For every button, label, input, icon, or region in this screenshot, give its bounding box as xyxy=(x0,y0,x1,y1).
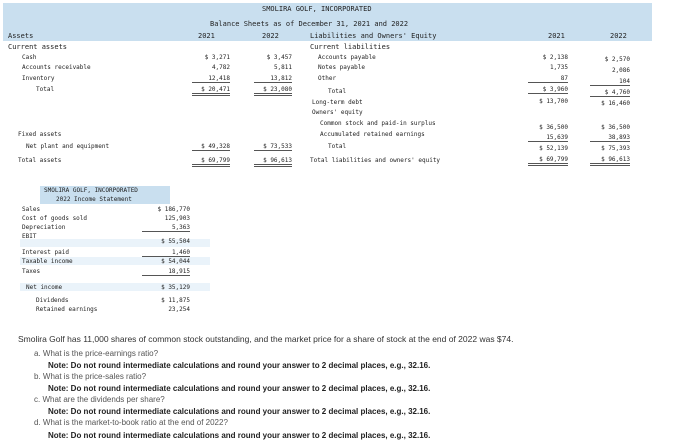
equity-total-2021: $ 52,139 xyxy=(539,145,568,152)
ar-2022: 5,811 xyxy=(273,64,292,71)
ap-2022: $ 2,570 xyxy=(604,56,630,63)
total-assets-2022: $ 96,613 xyxy=(254,157,292,167)
other-label: Other xyxy=(318,75,337,82)
year-2021-liab: 2021 xyxy=(548,32,565,40)
taxable-income-value: $ 54,044 xyxy=(161,258,190,265)
retained-2022: 38,893 xyxy=(590,134,630,142)
owners-equity-label: Owners' equity xyxy=(312,109,363,116)
ar-2021: 4,782 xyxy=(211,64,230,71)
taxable-income-label: Taxable income xyxy=(22,258,73,265)
inventory-label: Inventory xyxy=(22,75,55,82)
current-liab-total-label: Total xyxy=(328,88,347,95)
year-2022-assets: 2022 xyxy=(262,32,279,40)
ap-label: Accounts payable xyxy=(318,54,376,61)
liabilities-header: Liabilities and Owners' Equity xyxy=(310,32,437,40)
np-label: Notes payable xyxy=(318,64,365,71)
net-income-label: Net income xyxy=(26,284,63,291)
other-2022: 104 xyxy=(590,78,630,86)
ltd-2021: $ 13,700 xyxy=(539,98,568,105)
interest-label: Interest paid xyxy=(22,249,69,256)
ltd-2022: $ 16,460 xyxy=(601,100,630,107)
ltd-label: Long-term debt xyxy=(312,99,363,106)
question-d: d. What is the market-to-book ratio at the end of 2022? xyxy=(34,418,228,427)
note-b: Note: Do not round intermediate calculations and round your answer to 2 decimal places, e.g., 32.16. xyxy=(48,384,431,393)
year-2021-assets: 2021 xyxy=(198,32,215,40)
common-stock-label: Common stock and paid-in surplus xyxy=(320,120,436,127)
equity-total-label: Total xyxy=(328,143,347,150)
cash-label: Cash xyxy=(22,54,37,61)
other-2021: 87 xyxy=(528,75,568,83)
income-statement-subtitle: 2022 Income Statement xyxy=(56,196,132,203)
balance-sheet-title: SMOLIRA GOLF, INCORPORATED xyxy=(262,5,372,13)
note-d: Note: Do not round intermediate calculations and round your answer to 2 decimal places, e.g., 32.16. xyxy=(48,431,431,440)
current-liab-total-2022: $ 4,760 xyxy=(590,89,630,97)
common-2021: $ 36,500 xyxy=(539,124,568,131)
interest-value: 1,460 xyxy=(142,249,190,257)
sales-value: $ 186,770 xyxy=(157,206,190,213)
retained-earnings-label: Retained earnings xyxy=(36,306,98,313)
current-total-2022: $ 23,080 xyxy=(254,86,292,96)
question-a: a. What is the price-earnings ratio? xyxy=(34,349,159,358)
dividends-label: Dividends xyxy=(36,297,69,304)
current-liab-total-2021: $ 3,960 xyxy=(528,86,568,94)
total-le-2022: $ 96,613 xyxy=(590,156,630,166)
common-2022: $ 36,500 xyxy=(601,124,630,131)
retained-earnings-value: 23,254 xyxy=(168,306,190,313)
retained-2021: 15,639 xyxy=(528,134,568,142)
np-2021: 1,735 xyxy=(549,64,568,71)
ebit-label: EBIT xyxy=(22,233,37,240)
current-total-2021: $ 20,471 xyxy=(192,86,230,96)
ap-2021: $ 2,138 xyxy=(542,54,568,61)
sales-label: Sales xyxy=(22,206,41,213)
ebit-value: $ 55,504 xyxy=(161,238,190,245)
assets-header: Assets xyxy=(8,32,34,40)
total-assets-2021: $ 69,799 xyxy=(192,157,230,167)
equity-total-2022: $ 75,393 xyxy=(601,145,630,152)
total-assets-label: Total assets xyxy=(18,157,62,164)
current-liabilities-label: Current liabilities xyxy=(310,43,391,51)
current-total-label: Total xyxy=(36,86,55,93)
note-c: Note: Do not round intermediate calculations and round your answer to 2 decimal places, e.g., 32.16. xyxy=(48,407,431,416)
net-plant-2021: $ 49,328 xyxy=(192,143,230,151)
ar-label: Accounts receivable xyxy=(22,64,91,71)
inventory-2022: 13,812 xyxy=(254,75,292,83)
cogs-value: 125,903 xyxy=(164,215,190,222)
inventory-2021: 12,418 xyxy=(192,75,230,83)
net-plant-2022: $ 73,533 xyxy=(254,143,292,151)
year-2022-liab: 2022 xyxy=(610,32,627,40)
depreciation-label: Depreciation xyxy=(22,224,66,231)
fixed-assets-label: Fixed assets xyxy=(18,131,62,138)
income-statement-title: SMOLIRA GOLF, INCORPORATED xyxy=(44,187,138,194)
total-le-2021: $ 69,799 xyxy=(528,156,568,166)
taxes-label: Taxes xyxy=(22,268,41,275)
net-income-value: $ 35,129 xyxy=(161,284,190,291)
balance-sheet-subtitle: Balance Sheets as of December 31, 2021 and 2022 xyxy=(210,20,409,28)
taxes-value: 18,915 xyxy=(142,268,190,276)
depreciation-value: 5,363 xyxy=(142,224,190,232)
problem-intro: Smolira Golf has 11,000 shares of common stock outstanding, and the market price for a share of stock at the end of 2022 was $74. xyxy=(18,334,514,344)
total-le-label: Total liabilities and owners' equity xyxy=(310,157,441,164)
cash-2021: $ 3,271 xyxy=(204,54,230,61)
retained-label: Accumulated retained earnings xyxy=(320,131,425,138)
np-2022: 2,086 xyxy=(611,67,630,74)
current-assets-label: Current assets xyxy=(8,43,68,51)
dividends-value: $ 11,875 xyxy=(161,297,190,304)
note-a: Note: Do not round intermediate calculations and round your answer to 2 decimal places, e.g., 32.16. xyxy=(48,361,431,370)
cogs-label: Cost of goods sold xyxy=(22,215,88,222)
net-plant-label: Net plant and equipment xyxy=(26,143,110,150)
question-b: b. What is the price-sales ratio? xyxy=(34,372,147,381)
cash-2022: $ 3,457 xyxy=(266,54,292,61)
question-c: c. What are the dividends per share? xyxy=(34,395,165,404)
